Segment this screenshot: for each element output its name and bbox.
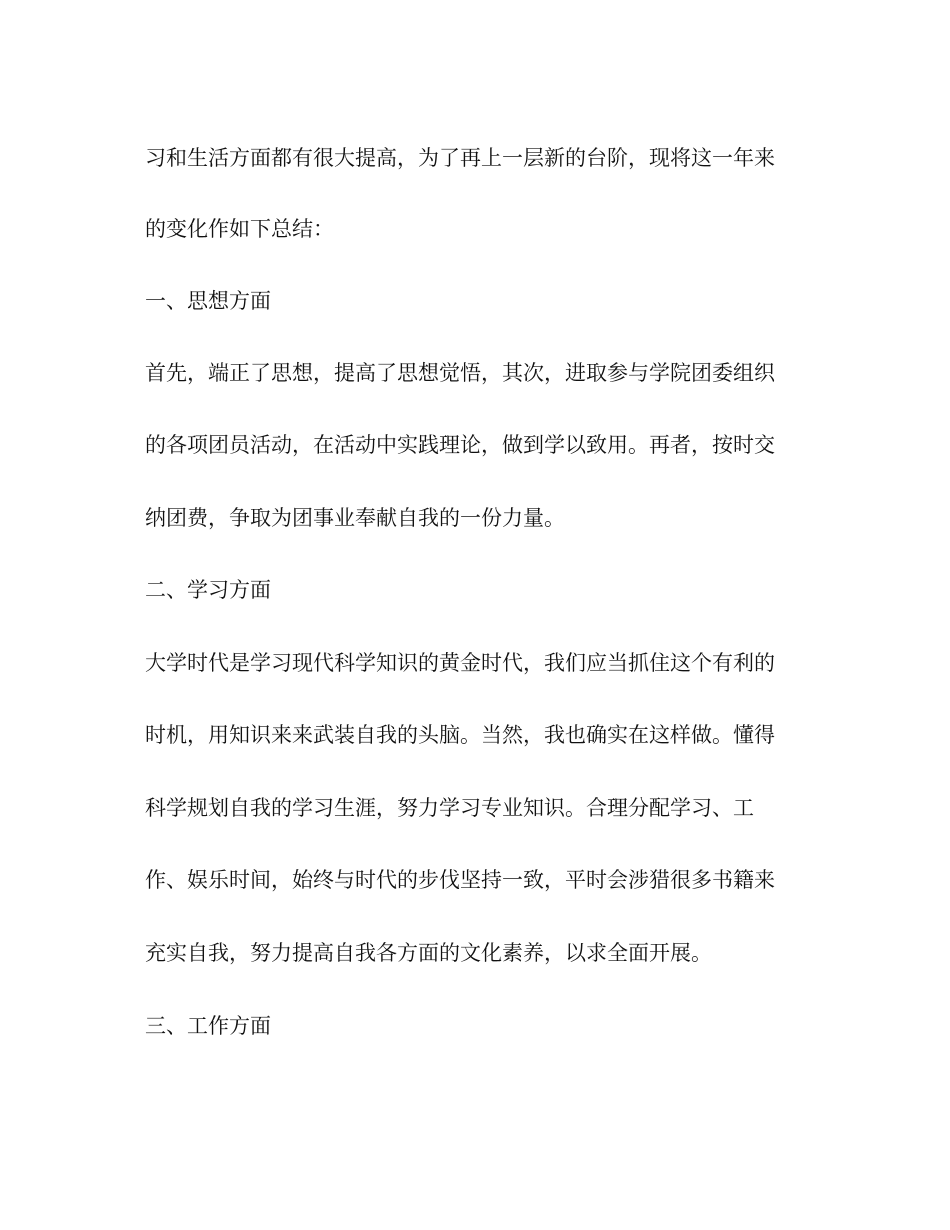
paragraph-line: 首先，端正了思想，提高了思想觉悟，其次，进取参与学院团委组织	[145, 361, 775, 385]
section-heading: 三、工作方面	[145, 1014, 271, 1038]
section-heading: 一、思想方面	[145, 289, 271, 313]
paragraph-line: 科学规划自我的学习生涯，努力学习专业知识。合理分配学习、工	[145, 796, 754, 820]
paragraph-line: 大学时代是学习现代科学知识的黄金时代，我们应当抓住这个有利的	[145, 651, 775, 675]
paragraph-line: 的变化作如下总结：	[145, 217, 334, 241]
paragraph-line: 作、娱乐时间，始终与时代的步伐坚持一致，平时会涉猎很多书籍来	[145, 868, 775, 892]
section-heading: 二、学习方面	[145, 578, 271, 602]
paragraph-line: 充实自我，努力提高自我各方面的文化素养，以求全面开展。	[145, 941, 712, 965]
paragraph-line: 的各项团员活动，在活动中实践理论，做到学以致用。再者，按时交	[145, 433, 775, 457]
paragraph-line: 纳团费，争取为团事业奉献自我的一份力量。	[145, 506, 565, 530]
paragraph-line: 习和生活方面都有很大提高，为了再上一层新的台阶，现将这一年来	[145, 146, 775, 170]
paragraph-line: 时机，用知识来来武装自我的头脑。当然，我也确实在这样做。懂得	[145, 723, 775, 747]
